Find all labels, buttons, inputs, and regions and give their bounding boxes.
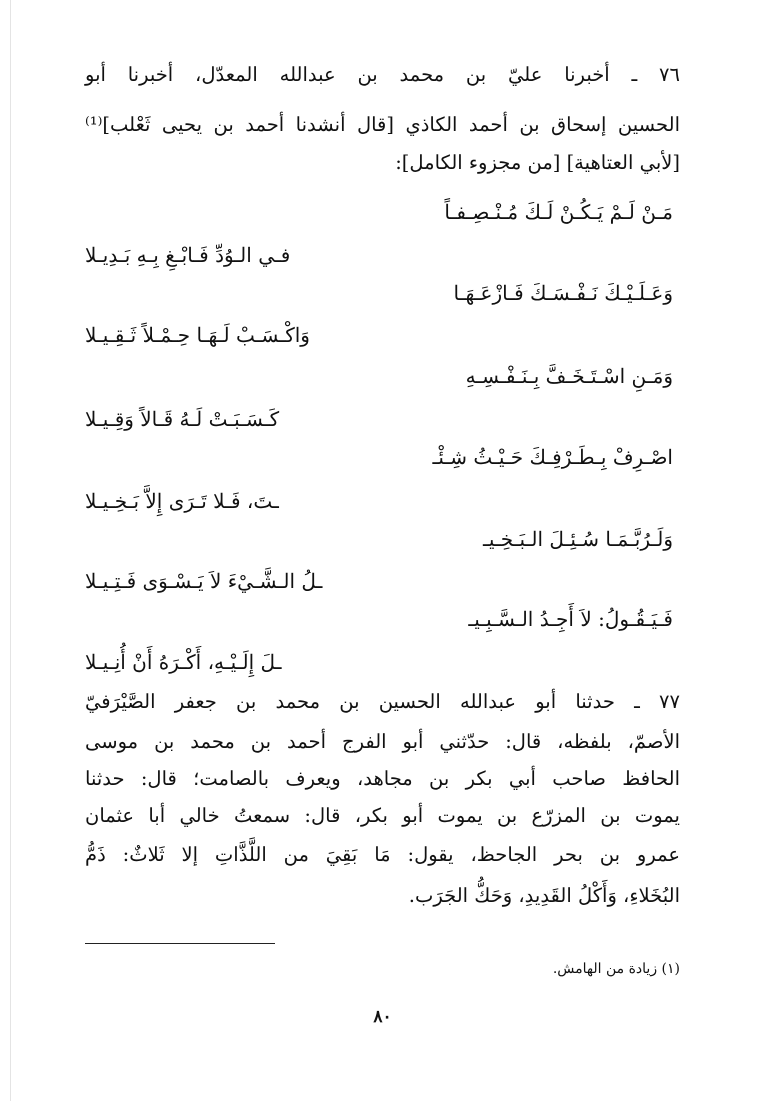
paragraph-77-line-6: البُخَلاءِ، وَأَكْلُ القَدِيدِ، وَحَكُّ الجَرَب.: [408, 884, 680, 907]
paragraph-77-line-3: الحافظ صاحب أبي بكر بن مجاهد، ويعرف بالصامت؛ قال: حدثنا: [85, 767, 680, 790]
paragraph-76-line-3: [لأبي العتاهية] [من مجزوء الكامل]:: [395, 151, 680, 174]
page-number: ٨٠: [373, 1007, 392, 1027]
footnote-separator: [85, 943, 275, 944]
verse-4-first-hemistich: اصْـرِفْ بِـطَـرْفِـكَ حَـيْـثُ شِـئْـ: [432, 445, 673, 469]
verse-4-second-hemistich: ـتَ، فَـلا تَـرَى إِلاَّ بَـخِـيـلا: [85, 489, 279, 513]
verse-1-first-hemistich: مَـنْ لَـمْ يَـكُـنْ لَـكَ مُـنْـصِـفـاً: [444, 200, 673, 224]
paragraph-77-line-2: الأصمّ، بلفظه، قال: حدّثني أبو الفرج أحمد بن محمد بن موسى: [85, 730, 680, 753]
paragraph-77-line-5: عمرو بن بحر الجاحظ، يقول: مَا بَقِيَ من اللَّذَّاتِ إلا ثَلاثٌ: ذَمُّ: [85, 843, 680, 866]
verse-2-second-hemistich: وَاكْـسَـبْ لَـهَـا حِـمْـلاً ثَـقِـيـلا: [85, 323, 310, 347]
paragraph-76-line-2: الحسين إسحاق بن أحمد الكاذي [قال أنشدنا أحمد بن يحيى ثَعْلب]⁽¹⁾: [85, 113, 680, 136]
paragraph-76-line-1: ٧٦ ـ أخبرنا عليّ بن محمد بن عبدالله المعدّل، أخبرنا أبو: [85, 63, 680, 86]
footnote: (١) زيادة من الهامش.: [552, 961, 680, 977]
scan-edge-line: [10, 0, 11, 1101]
verse-1-second-hemistich: فـي الـوُدِّ فَـابْـغِ بِـهِ بَـدِيـلا: [85, 243, 291, 267]
paragraph-77-line-4: يموت بن المزرّع بن يموت أبو بكر، قال: سمعتُ خالي أبا عثمان: [85, 804, 680, 827]
paragraph-77-line-1: ٧٧ ـ حدثنا أبو عبدالله الحسين بن محمد بن جعفر الصَّيْرَفيّ: [85, 690, 680, 713]
verse-3-first-hemistich: وَمَـنِ اسْـتَـخَـفَّ بِـنَـفْـسِـهِ: [465, 364, 673, 388]
verse-6-first-hemistich: فَـيَـقُـولُ: لاَ أَجِـدُ الـسَّـبِـيـ: [468, 607, 673, 631]
verse-6-second-hemistich: ـلَ إِلَـيْـهِ، أَكْـرَهُ أَنْ أُنِـيـلا: [85, 650, 282, 674]
verse-5-second-hemistich: ـلُ الـشَّـيْءَ لاَ يَـسْـوَى فَـتِـيـلا: [85, 569, 323, 593]
verse-5-first-hemistich: وَلَـرُبَّـمَـا سُـئِـلَ الـبَـخِـيـ: [482, 527, 673, 551]
verse-3-second-hemistich: كَـسَـبَـتْ لَـهُ قَـالاً وَقِـيـلا: [85, 407, 280, 431]
verse-2-first-hemistich: وَعَـلَـيْـكَ نَـفْـسَـكَ فَـازْعَـهَـا: [453, 281, 673, 305]
